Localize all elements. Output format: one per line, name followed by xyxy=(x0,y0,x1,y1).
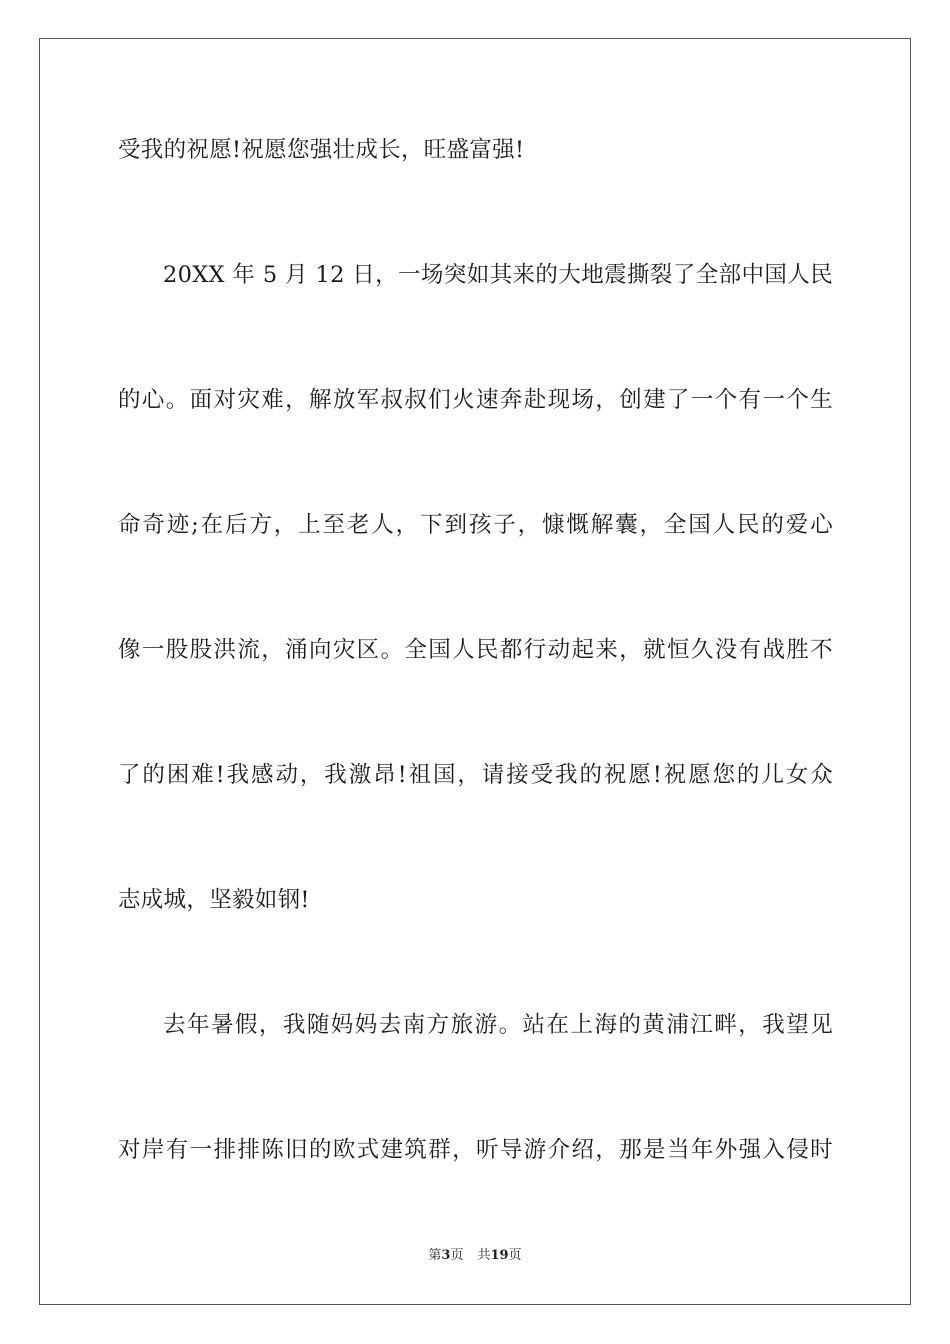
page-prefix: 第 xyxy=(428,1248,442,1263)
total-suffix: 页 xyxy=(508,1248,522,1263)
page-footer xyxy=(0,1247,950,1265)
paragraph-2-line-5: 了的困难!我感动，我激昂!祖国，请接受我的祝愿!祝愿您的儿女众 xyxy=(118,762,833,788)
current-page-number: 3 xyxy=(441,1248,451,1263)
paragraph-2-line-3: 命奇迹;在后方，上至老人，下到孩子，慷慨解囊，全国人民的爱心 xyxy=(118,512,833,538)
paragraph-2-line-4: 像一股股洪流，涌向灾区。全国人民都行动起来，就恒久没有战胜不 xyxy=(118,637,833,663)
page-border xyxy=(39,38,911,1305)
paragraph-3-line-1: 去年暑假，我随妈妈去南方旅游。站在上海的黄浦江畔，我望见 xyxy=(163,1012,833,1038)
page-suffix: 页 xyxy=(450,1248,464,1263)
paragraph-3-line-2: 对岸有一排排陈旧的欧式建筑群，听导游介绍，那是当年外强入侵时 xyxy=(118,1137,833,1163)
total-page-count: 19 xyxy=(490,1248,509,1263)
paragraph-2-line-6: 志成城，坚毅如钢! xyxy=(118,887,310,913)
paragraph-2-line-1: 20XX 年 5 月 12 日，一场突如其来的大地震撕裂了全部中国人民 xyxy=(163,262,833,288)
total-prefix: 共 xyxy=(477,1248,491,1263)
paragraph-2-line-2: 的心。面对灾难，解放军叔叔们火速奔赴现场，创建了一个有一个生 xyxy=(118,387,833,413)
text-line-1: 受我的祝愿!祝愿您强壮成长，旺盛富强! xyxy=(118,137,525,163)
